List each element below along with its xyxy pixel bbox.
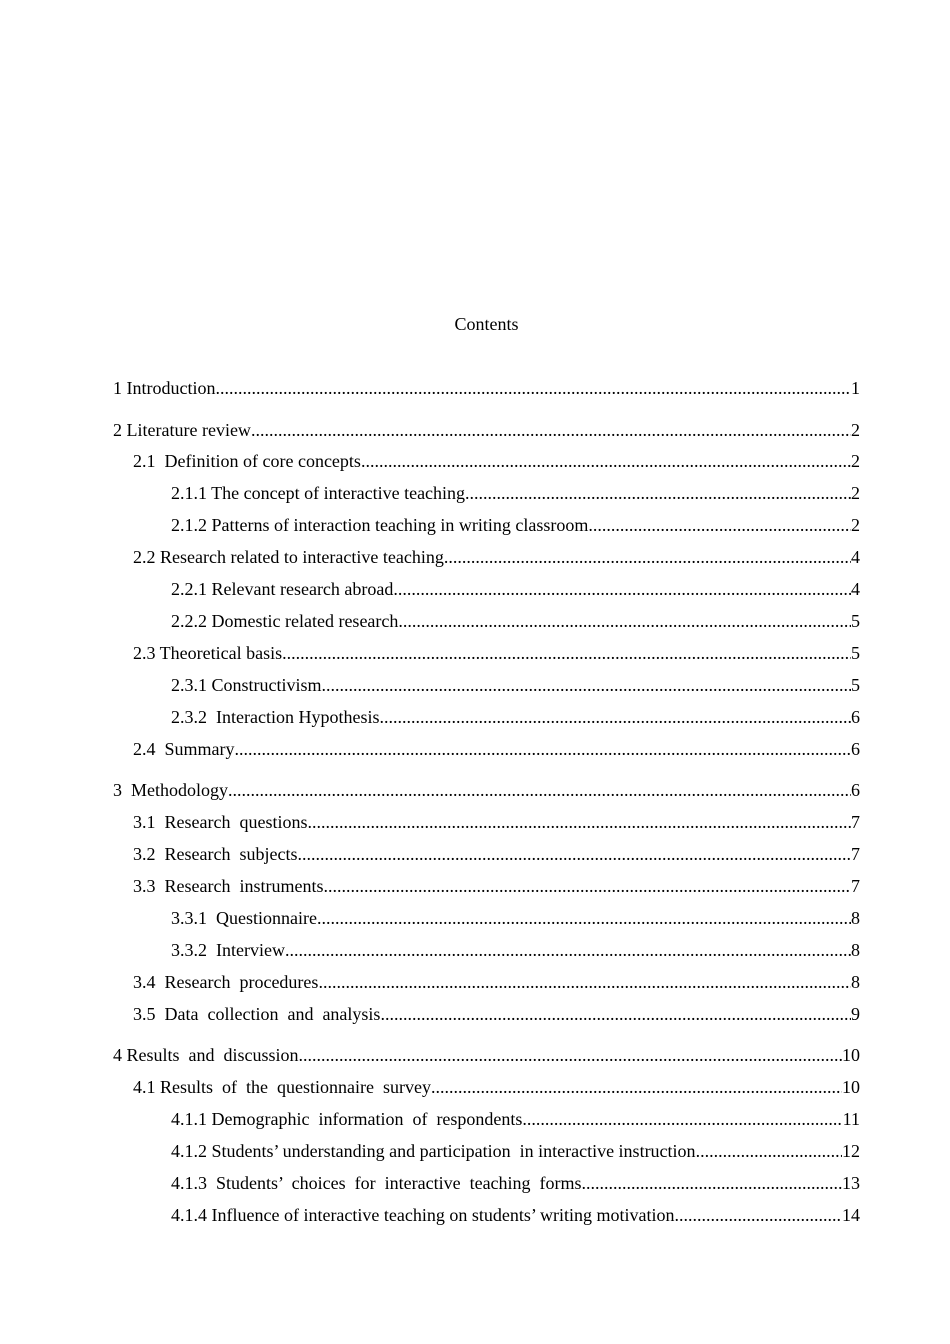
dot-leader <box>431 1076 842 1098</box>
toc-page-number: 2 <box>851 483 860 503</box>
toc-entry[interactable] <box>133 1003 860 1025</box>
toc-entry-text: 3.3.2 Interview <box>171 940 285 960</box>
toc-entry[interactable] <box>133 546 860 568</box>
toc-entry[interactable] <box>171 907 860 929</box>
dot-leader <box>444 546 851 568</box>
dot-leader <box>235 738 852 760</box>
dot-leader <box>522 1108 842 1130</box>
toc-entry[interactable] <box>133 843 860 865</box>
toc-entry-text: 2 Literature review <box>113 420 251 440</box>
dot-leader <box>307 811 851 833</box>
toc-entry[interactable] <box>113 377 860 399</box>
toc-entry-text: 3.3.1 Questionnaire <box>171 908 317 928</box>
toc-page-number: 1 <box>851 378 860 398</box>
toc-page-number: 12 <box>842 1141 860 1161</box>
toc-entry-text: 2.4 Summary <box>133 739 235 759</box>
toc-entry-text: 3.3 Research instruments <box>133 876 324 896</box>
toc-entry[interactable] <box>171 1172 860 1194</box>
toc-page-number: 4 <box>851 579 860 599</box>
toc-entry-text: 4.1.1 Demographic information of respondents <box>171 1109 523 1129</box>
toc-page-number: 7 <box>851 876 860 896</box>
toc-entry[interactable] <box>171 939 860 961</box>
toc-entry[interactable] <box>133 1076 860 1098</box>
toc-entry[interactable] <box>133 971 860 993</box>
toc-entry-text: 3.4 Research procedures <box>133 972 319 992</box>
toc-entry[interactable] <box>171 1204 860 1226</box>
toc-entry[interactable] <box>133 738 860 760</box>
dot-leader <box>297 843 851 865</box>
toc-entry[interactable] <box>113 419 860 441</box>
dot-leader <box>588 514 851 536</box>
toc-entry-text: 4.1.4 Influence of interactive teaching on students’ writing motivation <box>171 1205 675 1225</box>
toc-entry[interactable] <box>133 875 860 897</box>
dot-leader <box>379 706 851 728</box>
toc-page-number: 6 <box>851 739 860 759</box>
toc-entry-text: 2.1.1 The concept of interactive teaching <box>171 483 466 503</box>
toc-page-number: 8 <box>851 972 860 992</box>
toc-page-number: 7 <box>851 812 860 832</box>
toc-entry[interactable] <box>171 514 860 536</box>
toc-entry-text: 3 Methodology <box>113 780 228 800</box>
toc-title: Contents <box>454 314 519 334</box>
toc-page-number: 6 <box>851 780 860 800</box>
dot-leader <box>380 1003 851 1025</box>
dot-leader <box>322 674 851 696</box>
dot-leader <box>398 610 851 632</box>
dot-leader <box>299 1044 842 1066</box>
dot-leader <box>228 779 851 801</box>
toc-entry-text: 4.1.2 Students’ understanding and participation in interactive instruction <box>171 1141 696 1161</box>
toc-entry[interactable] <box>133 450 860 472</box>
dot-leader <box>361 450 851 472</box>
dot-leader <box>675 1204 842 1226</box>
toc-entry-text: 4.1.3 Students’ choices for interactive teaching forms <box>171 1173 582 1193</box>
toc-page-number: 2 <box>851 420 860 440</box>
toc-entry-text: 2.2.1 Relevant research abroad <box>171 579 394 599</box>
toc-entry-text: 2.1.2 Patterns of interaction teaching in writing classroom <box>171 515 589 535</box>
toc-entry-text: 2.3 Theoretical basis <box>133 643 283 663</box>
dot-leader <box>285 939 851 961</box>
toc-entry-text: 2.3.2 Interaction Hypothesis <box>171 707 380 727</box>
toc-entry[interactable] <box>113 1044 860 1066</box>
toc-entry-text: 2.2 Research related to interactive teaching <box>133 547 444 567</box>
toc-entry[interactable] <box>171 674 860 696</box>
dot-leader <box>317 907 851 929</box>
toc-page-number: 7 <box>851 844 860 864</box>
toc-entry-text: 2.1 Definition of core concepts <box>133 451 361 471</box>
toc-entry-text: 2.2.2 Domestic related research <box>171 611 399 631</box>
toc-entry[interactable] <box>171 706 860 728</box>
toc-page-number: 13 <box>842 1173 860 1193</box>
toc-page-number: 4 <box>851 547 860 567</box>
toc-entry[interactable] <box>171 1108 860 1130</box>
toc-entry[interactable] <box>171 482 860 504</box>
dot-leader <box>696 1140 842 1162</box>
toc-page-number: 10 <box>842 1045 860 1065</box>
toc-entry-text: 1 Introduction <box>113 378 216 398</box>
dot-leader <box>251 419 851 441</box>
toc-page-number: 9 <box>851 1004 860 1024</box>
toc-entry[interactable] <box>133 642 860 664</box>
toc-page-number: 2 <box>851 515 860 535</box>
toc-page-number: 2 <box>851 451 860 471</box>
toc-entry[interactable] <box>113 779 860 801</box>
toc-page-number: 8 <box>851 940 860 960</box>
toc-entry[interactable] <box>171 578 860 600</box>
toc-page-number: 5 <box>851 675 860 695</box>
dot-leader <box>282 642 851 664</box>
toc-entry[interactable] <box>171 610 860 632</box>
toc-page-number: 11 <box>842 1109 860 1129</box>
toc-page-number: 5 <box>851 611 860 631</box>
toc-entry-text: 2.3.1 Constructivism <box>171 675 322 695</box>
toc-page-number: 8 <box>851 908 860 928</box>
toc-page-number: 10 <box>842 1077 860 1097</box>
toc-entry-text: 3.1 Research questions <box>133 812 308 832</box>
dot-leader <box>215 377 851 399</box>
toc-entry-text: 4 Results and discussion <box>113 1045 299 1065</box>
toc-page-number: 14 <box>842 1205 860 1225</box>
dot-leader <box>323 875 851 897</box>
toc-entry-text: 3.5 Data collection and analysis <box>133 1004 381 1024</box>
toc-entry[interactable] <box>133 811 860 833</box>
toc-entry-text: 4.1 Results of the questionnaire survey <box>133 1077 431 1097</box>
dot-leader <box>318 971 851 993</box>
toc-page-number: 6 <box>851 707 860 727</box>
dot-leader <box>582 1172 842 1194</box>
toc-entry[interactable] <box>171 1140 860 1162</box>
toc-page-number: 5 <box>851 643 860 663</box>
dot-leader <box>393 578 851 600</box>
toc-entry-text: 3.2 Research subjects <box>133 844 298 864</box>
dot-leader <box>465 482 851 504</box>
